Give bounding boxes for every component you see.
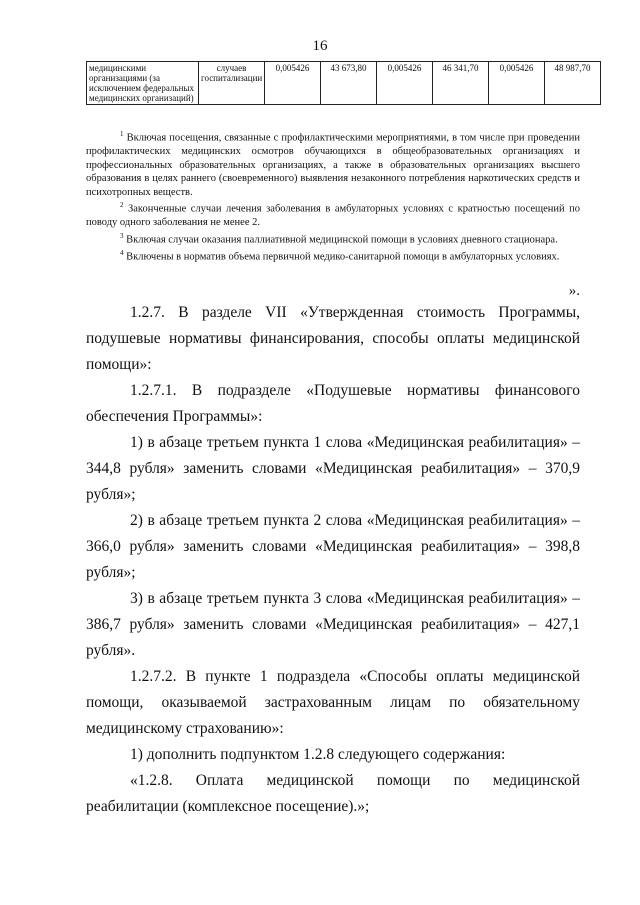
table-cell-name: медицинскими организациями (за исключением федеральных медицинских организаций): [87, 62, 199, 105]
footnote: [86, 247, 580, 264]
paragraph: 2) в абзаце третьем пункта 2 слова «Медицинская реабилитация» – 366,0 рубля» заменить словами «Медицинская реабилитация» – 398,8 рубля»;: [86, 512, 580, 581]
footnote-mark: 1: [120, 130, 124, 138]
table-cell-value: 0,005426: [489, 62, 545, 105]
paragraph: 1.2.7.1. В подразделе «Подушевые нормативы финансового обеспечения Программы»:: [86, 382, 580, 425]
paragraph: 3) в абзаце третьем пункта 3 слова «Медицинская реабилитация» – 386,7 рубля» заменить словами «Медицинская реабилитация» – 427,1 рубля».: [86, 590, 580, 659]
data-table: [86, 61, 601, 105]
table-row: [87, 62, 601, 105]
footnote-text: Включены в норматив объема первичной медико-санитарной помощи в амбулаторных условиях.: [126, 251, 560, 262]
footnote-mark: 3: [120, 231, 124, 240]
footnote: [86, 128, 580, 199]
table-cell-value: 46 341,70: [433, 62, 489, 105]
table-cell-unit: случаев госпитализации: [199, 62, 265, 105]
paragraph: 1.2.7. В разделе VII «Утвержденная стоимость Программы, подушевые нормативы финансирования, способы оплаты медицинской помощи»:: [86, 304, 580, 373]
table-cell-value: 43 673,80: [321, 62, 377, 105]
quote-close: ».: [568, 283, 580, 299]
footnotes: [86, 128, 580, 264]
table-cell-value: 0,005426: [377, 62, 433, 105]
page-number: 16: [312, 38, 328, 54]
body-text: [86, 300, 580, 820]
paragraph: «1.2.8. Оплата медицинской помощи по медицинской реабилитации (комплексное посещение).»;: [86, 772, 580, 815]
paragraph: 1.2.7.2. В пункте 1 подраздела «Способы оплаты медицинской помощи, оказываемой застрахованным лицам по обязательному медицинскому страхованию»:: [86, 668, 580, 737]
table-cell-value: 0,005426: [265, 62, 321, 105]
table-cell-value: 48 987,70: [545, 62, 601, 105]
footnote: [86, 199, 580, 230]
footnote-text: Включая посещения, связанные с профилактическими мероприятиями, в том числе при проведении профилактических медицинских осмотров обучающихся в общеобразовательных организациях и профессиональных образовательных организациях, а также в образовательных организациях высшего образования в целях раннего (своевременного) выявления незаконного потребления наркотических средств и психотропных веществ.: [86, 132, 580, 198]
footnote-mark: 4: [120, 248, 124, 257]
paragraph: 1) в абзаце третьем пункта 1 слова «Медицинская реабилитация» – 344,8 рубля» заменить словами «Медицинская реабилитация» – 370,9 рубля»;: [86, 434, 580, 503]
paragraph: 1) дополнить подпунктом 1.2.8 следующего содержания:: [130, 746, 506, 763]
footnote-mark: 2: [120, 201, 124, 209]
footnote-text: Включая случаи оказания паллиативной медицинской помощи в условиях дневного стационара.: [126, 234, 558, 245]
footnote: [86, 230, 580, 247]
footnote-text: Законченные случаи лечения заболевания в амбулаторных условиях с кратностью посещений по поводу одного заболевания не менее 2.: [86, 203, 580, 228]
